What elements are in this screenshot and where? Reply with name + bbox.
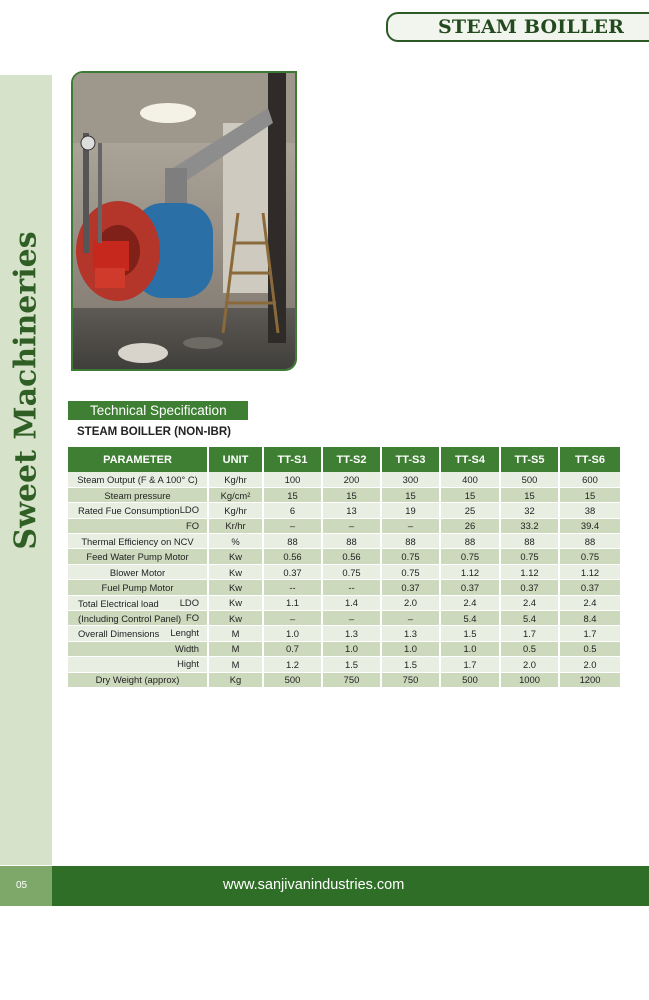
value-cell: 88 [440,534,500,549]
value-cell: 1.7 [440,657,500,672]
param-cell: Blower Motor [68,564,208,579]
param-cell [68,503,208,518]
page-title: STEAM BOILLER [438,16,625,38]
value-cell: 1.7 [500,626,559,641]
value-cell: 500 [263,672,322,687]
value-cell: 1.5 [381,657,440,672]
param-label: (Including Control Panel) [78,613,182,625]
website-link[interactable]: www.sanjivanindustries.com [223,877,405,893]
value-cell: 1.0 [263,626,322,641]
value-cell: 15 [322,487,381,502]
boiler-image [73,73,297,371]
value-cell: 8.4 [559,611,620,626]
value-cell: 600 [559,472,620,487]
value-cell: 0.56 [322,549,381,564]
boiler-photo [71,71,297,371]
param-cell: Steam pressure [68,487,208,502]
value-cell: 0.56 [263,549,322,564]
value-cell: 1.1 [263,595,322,610]
table-row [68,487,620,502]
param-sub-label: FO [185,612,199,624]
col-header-tt-s4: TT-S4 [440,447,500,472]
value-cell: 500 [440,672,500,687]
unit-cell: Kw [208,580,263,595]
value-cell: 1.3 [322,626,381,641]
spec-table [68,447,620,688]
param-cell: Fuel Pump Motor [68,580,208,595]
value-cell: 500 [500,472,559,487]
col-header-unit: UNIT [208,447,263,472]
value-cell: 0.75 [322,564,381,579]
value-cell: 0.5 [500,641,559,656]
value-cell: 1.5 [322,657,381,672]
value-cell: 88 [381,534,440,549]
value-cell: 2.0 [381,595,440,610]
unit-cell: Kw [208,595,263,610]
value-cell: – [381,611,440,626]
unit-cell: Kg [208,672,263,687]
table-row [68,534,620,549]
col-header-parameter: PARAMETER [68,447,208,472]
table-row [68,503,620,518]
value-cell: 1.7 [559,626,620,641]
value-cell: 15 [440,487,500,502]
value-cell: -- [322,580,381,595]
unit-cell: M [208,641,263,656]
value-cell: 0.37 [500,580,559,595]
table-row [68,472,620,487]
value-cell: 1.12 [440,564,500,579]
value-cell: 2.4 [559,595,620,610]
value-cell: 26 [440,518,500,533]
unit-cell: Kr/hr [208,518,263,533]
param-cell [68,626,208,641]
table-row [68,626,620,641]
value-cell: 0.5 [559,641,620,656]
value-cell: – [322,611,381,626]
value-cell: 15 [263,487,322,502]
value-cell: 88 [500,534,559,549]
value-cell: 0.75 [500,549,559,564]
footer-page-box [0,866,52,906]
unit-cell: Kw [208,611,263,626]
value-cell: 0.75 [440,549,500,564]
value-cell: 2.4 [440,595,500,610]
value-cell: 0.75 [381,549,440,564]
table-row [68,518,620,533]
spec-heading: Technical Specification [68,401,248,420]
value-cell: – [263,518,322,533]
value-cell: 88 [559,534,620,549]
col-header-tt-s5: TT-S5 [500,447,559,472]
table-row [68,549,620,564]
param-sub-label: Lenght [170,627,199,639]
value-cell: 200 [322,472,381,487]
value-cell: 750 [322,672,381,687]
unit-cell: Kg/hr [208,503,263,518]
table-row [68,641,620,656]
value-cell: 0.37 [381,580,440,595]
table-row [68,564,620,579]
value-cell: 2.4 [500,595,559,610]
unit-cell: Kg/hr [208,472,263,487]
value-cell: 0.75 [559,549,620,564]
param-sub-label: LDO [179,596,199,608]
value-cell: 0.75 [381,564,440,579]
value-cell: 1.12 [559,564,620,579]
spec-subtitle: STEAM BOILLER (NON-IBR) [77,426,231,438]
value-cell: 1.0 [440,641,500,656]
value-cell: 0.7 [263,641,322,656]
value-cell: 300 [381,472,440,487]
value-cell: 100 [263,472,322,487]
footer-bar [52,866,649,906]
value-cell: 1.5 [440,626,500,641]
unit-cell: % [208,534,263,549]
value-cell: 15 [381,487,440,502]
value-cell: -- [263,580,322,595]
col-header-tt-s2: TT-S2 [322,447,381,472]
value-cell: 1200 [559,672,620,687]
side-brand [0,75,52,865]
param-label: Total Electrical load [78,597,159,609]
value-cell: – [263,611,322,626]
value-cell: 2.0 [500,657,559,672]
value-cell: 1.12 [500,564,559,579]
unit-cell: M [208,657,263,672]
value-cell: 6 [263,503,322,518]
header-tab [386,12,649,42]
table-row [68,595,620,610]
param-sub-label: Width [175,642,199,654]
value-cell: 0.37 [559,580,620,595]
param-cell [68,657,208,672]
value-cell: 88 [322,534,381,549]
value-cell: 1.2 [263,657,322,672]
value-cell: – [381,518,440,533]
unit-cell: Kg/cm² [208,487,263,502]
value-cell: 88 [263,534,322,549]
table-row [68,657,620,672]
param-sub-label: LDO [179,504,199,516]
param-cell: Steam Output (F & A 100° C) [68,472,208,487]
value-cell: 1.0 [322,641,381,656]
value-cell: 13 [322,503,381,518]
value-cell: 400 [440,472,500,487]
param-cell: Thermal Efficiency on NCV [68,534,208,549]
param-label: Rated Fue Consumption [78,505,180,517]
value-cell: 25 [440,503,500,518]
table-header-row [68,447,620,472]
param-sub-label: FO [185,519,199,531]
value-cell: 38 [559,503,620,518]
value-cell: 32 [500,503,559,518]
col-header-tt-s6: TT-S6 [559,447,620,472]
col-header-tt-s3: TT-S3 [381,447,440,472]
page-number: 05 [16,880,28,891]
value-cell: – [322,518,381,533]
param-cell: Dry Weight (approx) [68,672,208,687]
value-cell: 1000 [500,672,559,687]
param-cell [68,595,208,610]
value-cell: 19 [381,503,440,518]
value-cell: 1.3 [381,626,440,641]
param-cell: Feed Water Pump Motor [68,549,208,564]
param-cell [68,611,208,626]
value-cell: 15 [500,487,559,502]
value-cell: 5.4 [440,611,500,626]
param-label: Overall Dimensions [78,628,160,640]
value-cell: 750 [381,672,440,687]
unit-cell: Kw [208,564,263,579]
value-cell: 33.2 [500,518,559,533]
value-cell: 0.37 [263,564,322,579]
table-row [68,672,620,687]
param-cell [68,518,208,533]
value-cell: 1.0 [381,641,440,656]
value-cell: 15 [559,487,620,502]
value-cell: 2.0 [559,657,620,672]
value-cell: 1.4 [322,595,381,610]
value-cell: 5.4 [500,611,559,626]
table-row [68,611,620,626]
col-header-tt-s1: TT-S1 [263,447,322,472]
brand-name: Sweet Machineries [8,230,44,550]
unit-cell: M [208,626,263,641]
unit-cell: Kw [208,549,263,564]
param-sub-label: Hight [177,658,199,670]
table-row [68,580,620,595]
value-cell: 39.4 [559,518,620,533]
value-cell: 0.37 [440,580,500,595]
param-cell [68,641,208,656]
